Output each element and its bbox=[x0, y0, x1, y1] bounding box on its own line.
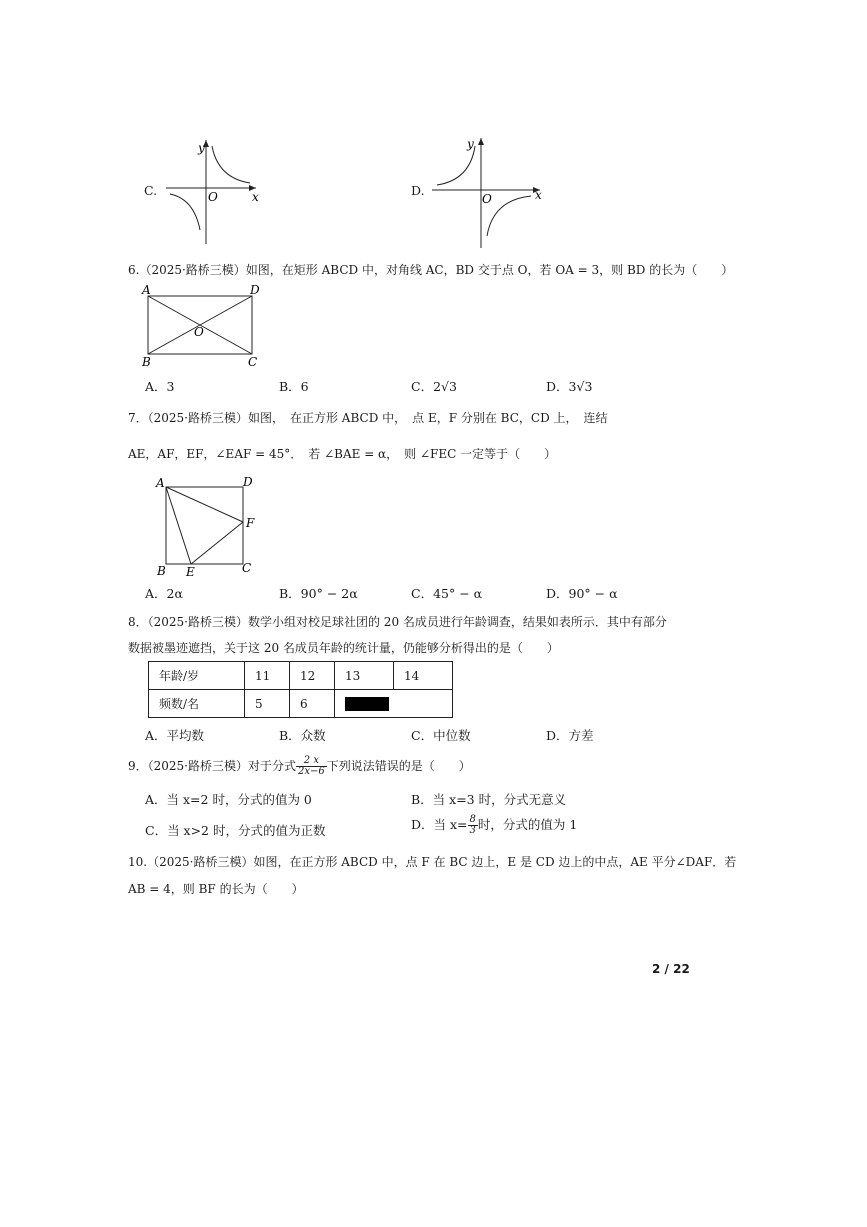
q9-option-d-denominator: 3 bbox=[469, 825, 476, 836]
table-cell: 5 bbox=[245, 690, 290, 718]
q8-line2: 数据被墨迹遮挡，关于这 20 名成员年龄的统计量，仍能够分析得出的是（ ） bbox=[128, 641, 559, 655]
graph-c-x-label: x bbox=[252, 190, 259, 204]
q10-line1: 10.（2025·路桥三模）如图，在正方形 ABCD 中，点 F 在 BC 边上，E 是 CD 边上的中点，AE 平分∠DAF．若 bbox=[128, 855, 737, 869]
q9-fraction-numerator: 2 x bbox=[296, 756, 327, 767]
q9-suffix: 下列说法错误的是（ ） bbox=[326, 759, 471, 773]
table-cell: 频数/名 bbox=[149, 690, 245, 718]
ink-blot bbox=[345, 697, 389, 711]
q9-option-d bbox=[411, 815, 577, 836]
q9-option-a: A．当 x=2 时，分式的值为 0 bbox=[145, 792, 312, 807]
q7-label-d: D bbox=[243, 475, 253, 489]
graph-d-origin-label: O bbox=[482, 192, 492, 206]
ink-blot-cell bbox=[335, 690, 453, 718]
graph-c-y-label: y bbox=[198, 141, 205, 155]
q7-square-figure bbox=[0, 0, 867, 600]
q6-label-d: D bbox=[250, 283, 260, 297]
q8-option-a: A．平均数 bbox=[145, 728, 205, 743]
q6-text: 6.（2025·路桥三模）如图，在矩形 ABCD 中，对角线 AC，BD 交于点 O，若 OA = 3，则 BD 的长为（ ） bbox=[128, 263, 734, 277]
option-c-label: C. bbox=[144, 183, 158, 198]
table-cell: 年龄/岁 bbox=[149, 662, 245, 690]
table-row bbox=[149, 662, 453, 690]
table-row bbox=[149, 690, 453, 718]
q6-label-b: B bbox=[142, 355, 151, 369]
q9-option-d-suffix: 时，分式的值为 1 bbox=[477, 817, 578, 832]
graph-d-x-label: x bbox=[535, 188, 542, 202]
q6-label-c: C bbox=[248, 355, 258, 369]
page-number: 2 / 22 bbox=[652, 962, 690, 976]
table-cell: 14 bbox=[394, 662, 453, 690]
q9-option-d-fraction bbox=[468, 815, 478, 836]
q7-option-a: A．2α bbox=[145, 586, 183, 601]
q6-option-b: B．6 bbox=[279, 379, 309, 394]
option-d-label: D. bbox=[411, 183, 425, 198]
q8-option-d: D．方差 bbox=[546, 728, 594, 743]
q7-label-e: E bbox=[186, 565, 195, 579]
q9-text bbox=[128, 756, 471, 777]
q9-option-d-prefix: D．当 x= bbox=[411, 817, 468, 832]
graph-c-origin-label: O bbox=[208, 190, 218, 204]
graph-d-y-label: y bbox=[467, 137, 474, 151]
q7-option-d: D．90° − α bbox=[546, 586, 618, 601]
table-cell: 13 bbox=[335, 662, 394, 690]
q6-option-a: A．3 bbox=[145, 379, 175, 394]
q7-label-a: A bbox=[156, 476, 165, 490]
q8-line1: 8．（2025·路桥三模）数学小组对校足球社团的 20 名成员进行年龄调查，结果如表所示．其中有部分 bbox=[128, 615, 667, 629]
q9-option-c: C．当 x>2 时，分式的值为正数 bbox=[145, 823, 326, 838]
q6-label-o: O bbox=[194, 325, 204, 339]
q6-option-c: C．2√3 bbox=[411, 379, 457, 394]
q7-line1: 7．（2025·路桥三模）如图， 在正方形 ABCD 中， 点 E，F 分别在 BC，CD 上， 连结 bbox=[128, 411, 608, 425]
table-cell: 11 bbox=[245, 662, 290, 690]
q8-option-c: C．中位数 bbox=[411, 728, 471, 743]
q8-option-b: B．众数 bbox=[279, 728, 326, 743]
q9-prefix: 9．（2025·路桥三模）对于分式 bbox=[128, 759, 296, 773]
q7-option-b: B．90° − 2α bbox=[279, 586, 358, 601]
q7-line2: AE，AF，EF，∠EAF = 45°． 若 ∠BAE = α， 则 ∠FEC 一定等于（ ） bbox=[128, 447, 557, 461]
q9-option-b: B．当 x=3 时，分式无意义 bbox=[411, 792, 567, 807]
q9-fraction bbox=[296, 756, 327, 777]
q10-line2: AB = 4，则 BF 的长为（ ） bbox=[128, 882, 304, 896]
q7-option-c: C．45° − α bbox=[411, 586, 483, 601]
q6-option-d: D．3√3 bbox=[546, 379, 593, 394]
q6-label-a: A bbox=[142, 283, 151, 297]
table-cell: 12 bbox=[290, 662, 335, 690]
q9-fraction-denominator: 2x−6 bbox=[298, 766, 325, 777]
q9-option-d-numerator: 8 bbox=[469, 814, 476, 825]
q7-label-c: C bbox=[242, 561, 252, 575]
q7-label-f: F bbox=[246, 516, 255, 530]
q8-frequency-table bbox=[148, 661, 453, 718]
q7-label-b: B bbox=[157, 564, 166, 578]
table-cell: 6 bbox=[290, 690, 335, 718]
